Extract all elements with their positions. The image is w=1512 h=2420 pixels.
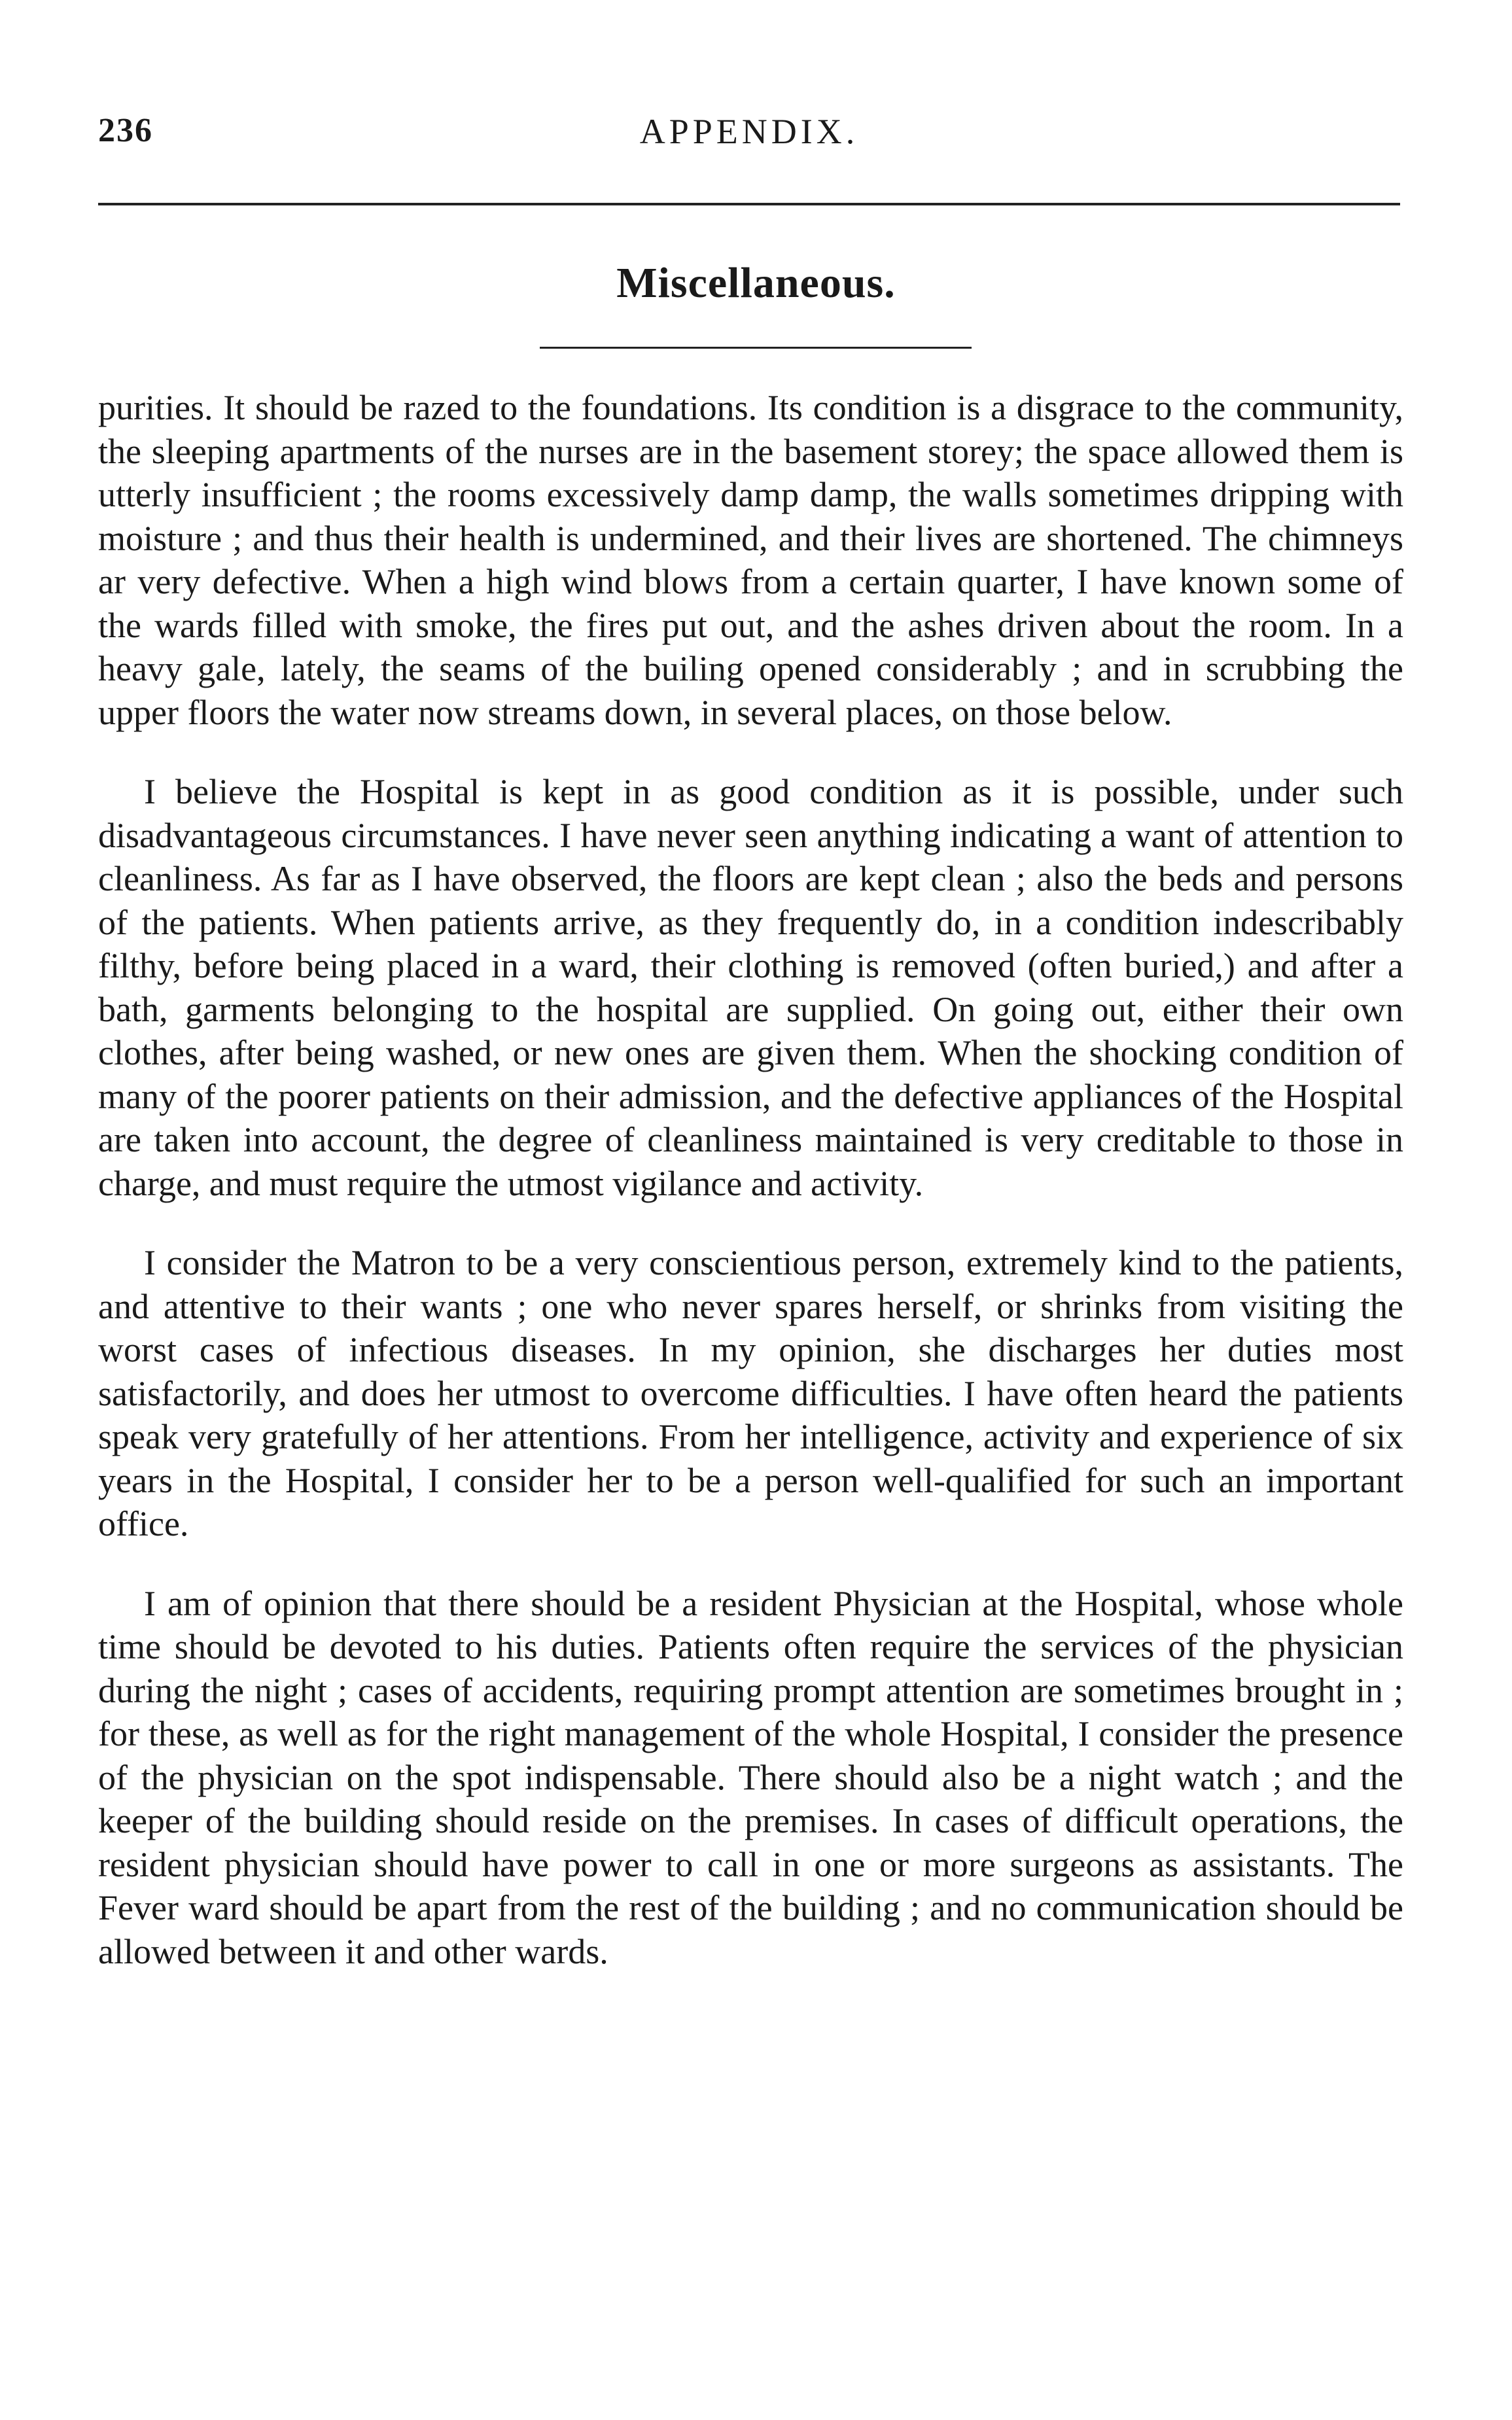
paragraph: I consider the Matron to be a very conscientious person, extremely kind to the patients, and attentive to their wants ; one who never spares herself, or shrinks from visiting the worst cases of infectious diseases. In my opinion, she discharges her duties most satisfactorily, and does her utmost to overcome difficulties. I have often heard the patients speak very gratefully of her attentions. From her intelligence, activity and experience of six years in the Hospital, I consider her to be a person well-qualified for such an important office.: [98, 1243, 1403, 1543]
title-rule: [540, 347, 972, 349]
paragraph: I am of opinion that there should be a resident Physician at the Hospital, whose whole time should be devoted to his duties. Patients often require the services of the physician during the night ; cases of accidents, requiring prompt attention are sometimes brought in ; for these, as well as for the right management of the whole Hospital, I consider the presence of the physician on the spot indispensable. There should also be a night watch ; and the keeper of the building should reside on the premises. In cases of difficult operations, the resident physician should have power to call in one or more surgeons as assistants. The Fever ward should be apart from the rest of the building ; and no communication should be allowed between it and other wards.: [98, 1583, 1403, 1971]
page-header: [98, 111, 1400, 170]
paragraph: I believe the Hospital is kept in as good condition as it is possible, under such disadvantageous circumstances. I have never seen anything indicating a want of attention to cleanliness. As far as I have observed, the floors are kept clean ; also the beds and persons of the patients. When patients arrive, as they frequently do, in a condition indescribably filthy, before being placed in a ward, their clothing is removed (often buried,) and after a bath, garments belonging to the hospital are supplied. On going out, either their own clothes, after being washed, or new ones are given them. When the shocking condition of many of the poorer patients on their admission, and the defective appliances of the Hospital are taken into account, the degree of cleanliness maintained is very creditable to those in charge, and must require the utmost vigilance and activity.: [98, 772, 1403, 1203]
running-head: APPENDIX.: [639, 112, 859, 151]
section-title: Miscellaneous.: [616, 259, 896, 307]
body-text: [98, 386, 1403, 1973]
paragraph: purities. It should be razed to the foundations. Its condition is a disgrace to the community, the sleeping apartments of the nurses are in the basement storey; the space allowed them is utterly insufficient ; the rooms excessively damp damp, the walls sometimes dripping with moisture ; and thus their health is undermined, and their lives are shortened. The chimneys ar very defective. When a high wind blows from a certain quarter, I have known some of the wards filled with smoke, the fires put out, and the ashes driven about the room. In a heavy gale, lately, the seams of the builing opened considerably ; and in scrubbing the upper floors the water now streams down, in several places, on those below.: [98, 388, 1403, 732]
header-rule: [98, 203, 1400, 205]
page-number: 236: [98, 112, 153, 149]
